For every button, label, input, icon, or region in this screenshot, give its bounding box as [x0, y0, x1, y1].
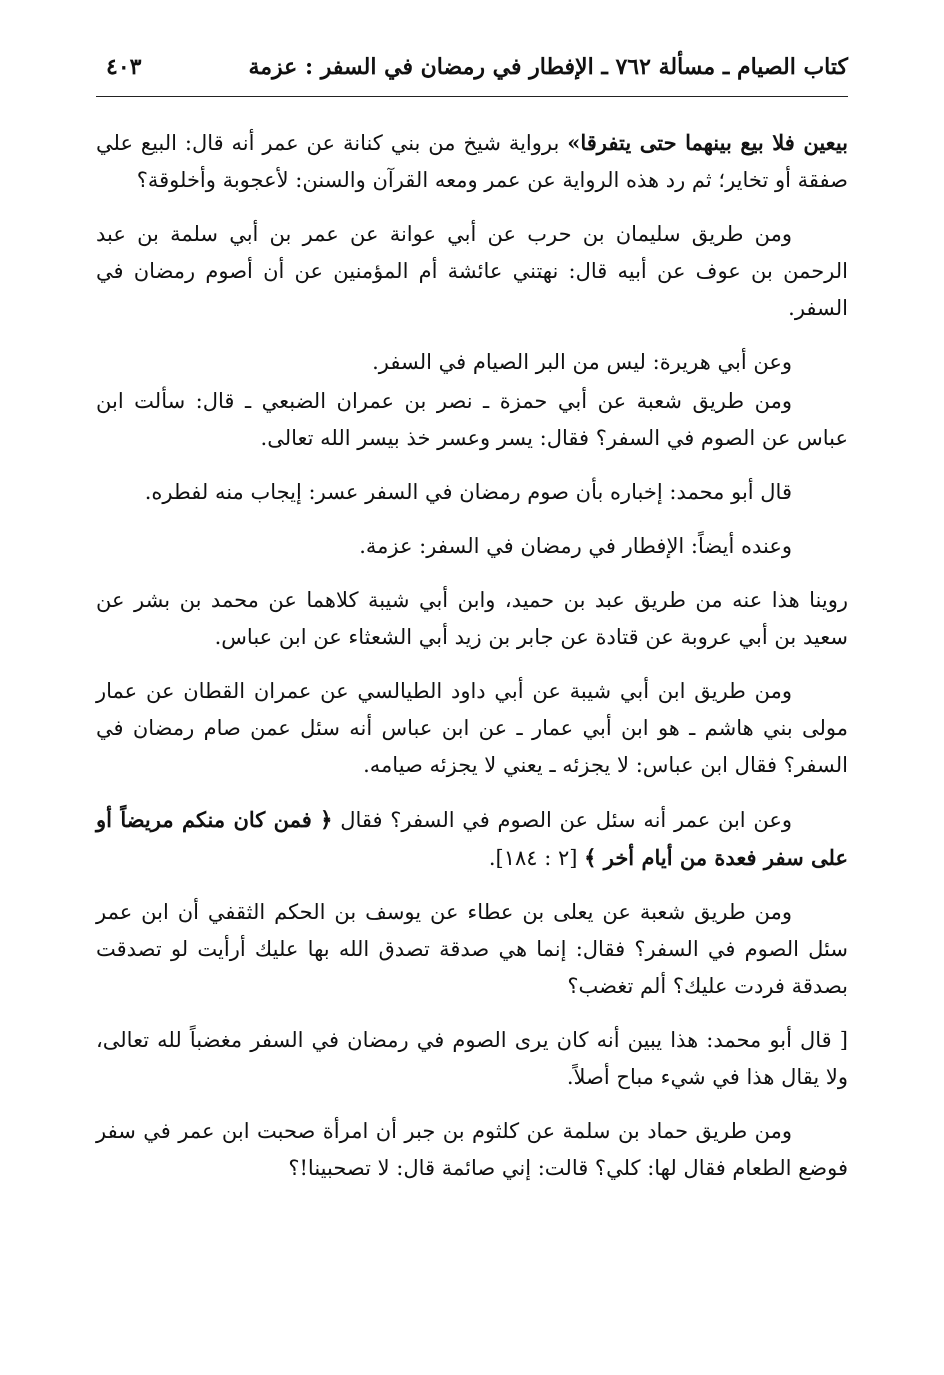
paragraph-text: وعن أبي هريرة: ليس من البر الصيام في السفر. — [372, 350, 792, 374]
paragraph-2 — [96, 216, 848, 327]
paragraph-text: ومن طريق سليمان بن حرب عن أبي عوانة عن عمر بن أبي سلمة بن عبد الرحمن بن عوف عن أبيه قال: نهتني عائشة أم المؤمنين عن أن أصوم رمضان في السفر. — [96, 222, 848, 320]
paragraph-8 — [96, 673, 848, 784]
paragraph-9 — [96, 801, 848, 877]
header-divider — [96, 96, 848, 97]
verse-reference: [٢ : ١٨٤]. — [488, 846, 585, 870]
paragraph-text: وعنده أيضاً: الإفطار في رمضان في السفر: عزمة. — [359, 534, 792, 558]
paragraph-text: ومن طريق حماد بن سلمة عن كلثوم بن جبر أن امرأة صحبت ابن عمر في سفر فوضع الطعام فقال لها: كلي؟ قالت: إني صائمة قال: لا تصحبينا!؟ — [96, 1119, 848, 1180]
paragraph-6 — [96, 528, 848, 565]
paragraph-10 — [96, 894, 848, 1005]
paragraph-text: ومن طريق شعبة عن أبي حمزة ـ نصر بن عمران الضبعي ـ قال: سألت ابن عباس عن الصوم في السفر؟ فقال: يسر وعسر خذ بيسر الله تعالى. — [96, 389, 848, 450]
paragraph-1 — [96, 124, 848, 199]
paragraph-5 — [96, 474, 848, 511]
paragraph-12 — [96, 1113, 848, 1187]
paragraph-text: ومن طريق ابن أبي شيبة عن أبي داود الطيالسي عن عمران القطان عن عمار مولى بني هاشم ـ هو ابن أبي عمار ـ عن ابن عباس أنه سئل عمن صام رمضان في السفر؟ فقال ابن عباس: لا يجزئه ـ يعني لا يجزئه صيامه. — [96, 679, 848, 777]
paragraph-text: روينا هذا عنه من طريق عبد بن حميد، وابن أبي شيبة كلاهما عن محمد بن بشر عن سعيد بن أبي عروبة عن قتادة عن جابر بن زيد أبي الشعثاء عن ابن عباس. — [96, 588, 848, 649]
main-text — [96, 124, 848, 1204]
paragraph-text: ومن طريق شعبة عن يعلى بن عطاء عن يوسف بن الحكم الثقفي أن ابن عمر سئل الصوم في السفر؟ فقال: إنما هي صدقة تصدق الله بها عليك أرأيت لو تصدقت بصدقة فردت عليك؟ ألم تغضب؟ — [96, 900, 848, 998]
header-title: كتاب الصيام ـ مسألة ٧٦٢ ـ الإفطار في رمضان في السفر : عزمة — [248, 54, 848, 80]
page-number: ٤٠٣ — [106, 54, 142, 80]
paragraph-text: [ قال أبو محمد: هذا يبين أنه كان يرى الصوم في رمضان في السفر مغضباً لله تعالى، ولا يقال هذا في شيء مباح أصلاً. — [96, 1028, 848, 1089]
paragraph-text: برواية شيخ من بني كنانة عن عمر أنه قال: البيع علي صفقة أو تخاير؛ ثم رد هذه الرواية عن عمر ومعه القرآن والسنن: لأعجوبة وأخلوقة؟ — [96, 131, 848, 192]
paragraph-11 — [96, 1022, 848, 1096]
hadith-quote: بيعين فلا بيع بينهما حتى يتفرقا» — [567, 130, 848, 155]
running-header — [96, 52, 848, 92]
paragraph-4 — [96, 383, 848, 457]
paragraph-7 — [96, 582, 848, 656]
paragraph-text: وعن ابن عمر أنه سئل عن الصوم في السفر؟ فقال — [332, 808, 792, 832]
paragraph-3 — [96, 344, 848, 381]
paragraph-text: قال أبو محمد: إخباره بأن صوم رمضان في السفر عسر: إيجاب منه لفطره. — [144, 480, 792, 504]
quran-verse: ﴿ فمن كان منكم مريضاً أو على سفر فعدة من أيام أخر ﴾ — [96, 807, 848, 870]
